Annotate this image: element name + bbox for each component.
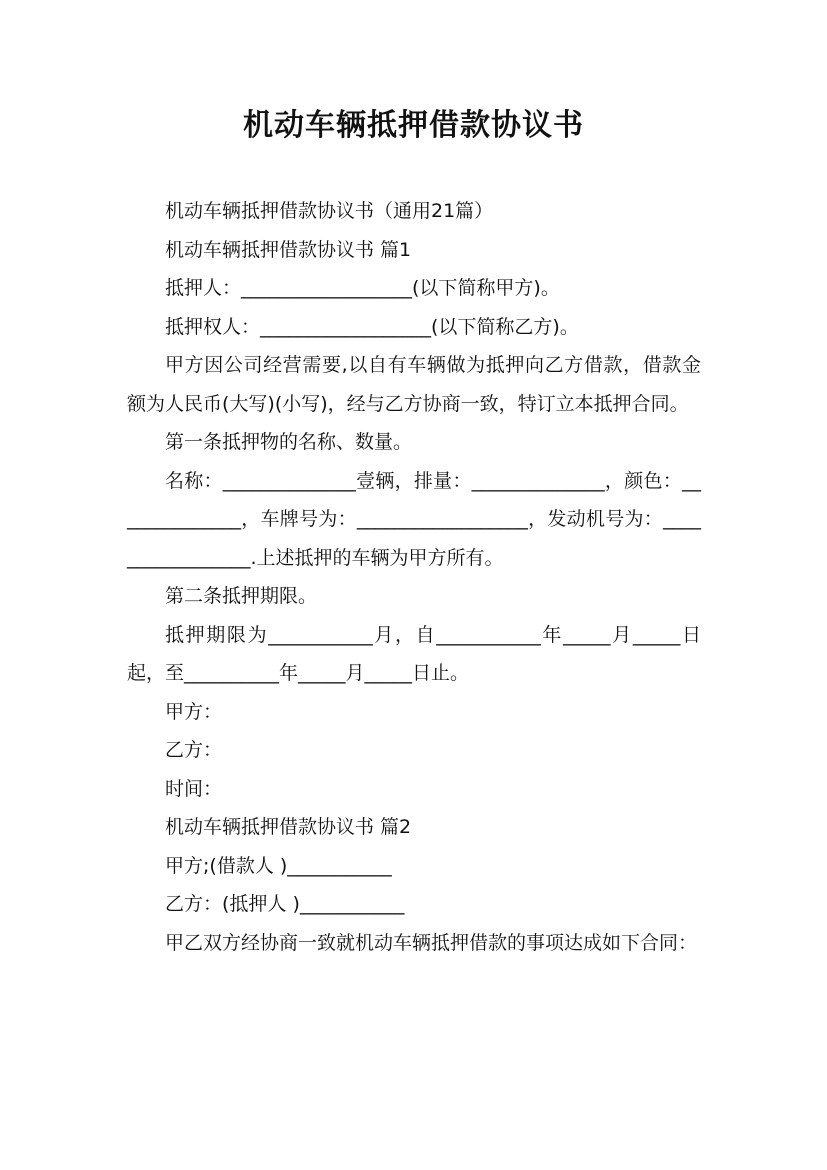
paragraph-borrower: 甲方;(借款人 )___________: [165, 854, 392, 877]
paragraph-party-a-sign: 甲方：: [165, 700, 223, 723]
paragraph-vehicle-details: 名称：______________壹辆，排量：______________，颜色：______________，车牌号为：__________________，发动机号为：_________________.上述抵押的车辆为甲方所有。: [127, 469, 701, 569]
paragraph-collection-heading: 机动车辆抵押借款协议书（通用21篇）: [165, 200, 494, 222]
paragraph-pledger: 乙方：(抵押人 )___________: [165, 893, 405, 915]
paragraph-mortgage-period: 抵押期限为___________月，自___________年_____月_____日起，至__________年_____月_____日止。: [127, 623, 701, 684]
paragraph-mortgagor: 抵押人：__________________(以下简称甲方)。: [165, 277, 560, 299]
paragraph-party-b-sign: 乙方：: [165, 739, 223, 761]
paragraph-loan-purpose: 甲方因公司经营需要,以自有车辆做为抵押向乙方借款，借款金额为人民币(大写)(小写)，经与乙方协商一致，特订立本抵押合同。: [127, 354, 701, 415]
document-title: 机动车辆抵押借款协议书: [243, 108, 584, 143]
document-body: [127, 192, 701, 962]
paragraph-section-1-heading: 机动车辆抵押借款协议书 篇1: [165, 238, 412, 261]
paragraph-article-2: 第二条抵押期限。: [165, 585, 318, 607]
paragraph-article-1: 第一条抵押物的名称、数量。: [165, 431, 413, 453]
paragraph-agreement-intro: 甲乙双方经协商一致就机动车辆抵押借款的事项达成如下合同：: [165, 931, 698, 954]
paragraph-mortgagee: 抵押权人：__________________(以下简称乙方)。: [165, 315, 579, 338]
paragraph-section-2-heading: 机动车辆抵押借款协议书 篇2: [165, 816, 412, 838]
paragraph-date-sign: 时间：: [165, 777, 223, 800]
